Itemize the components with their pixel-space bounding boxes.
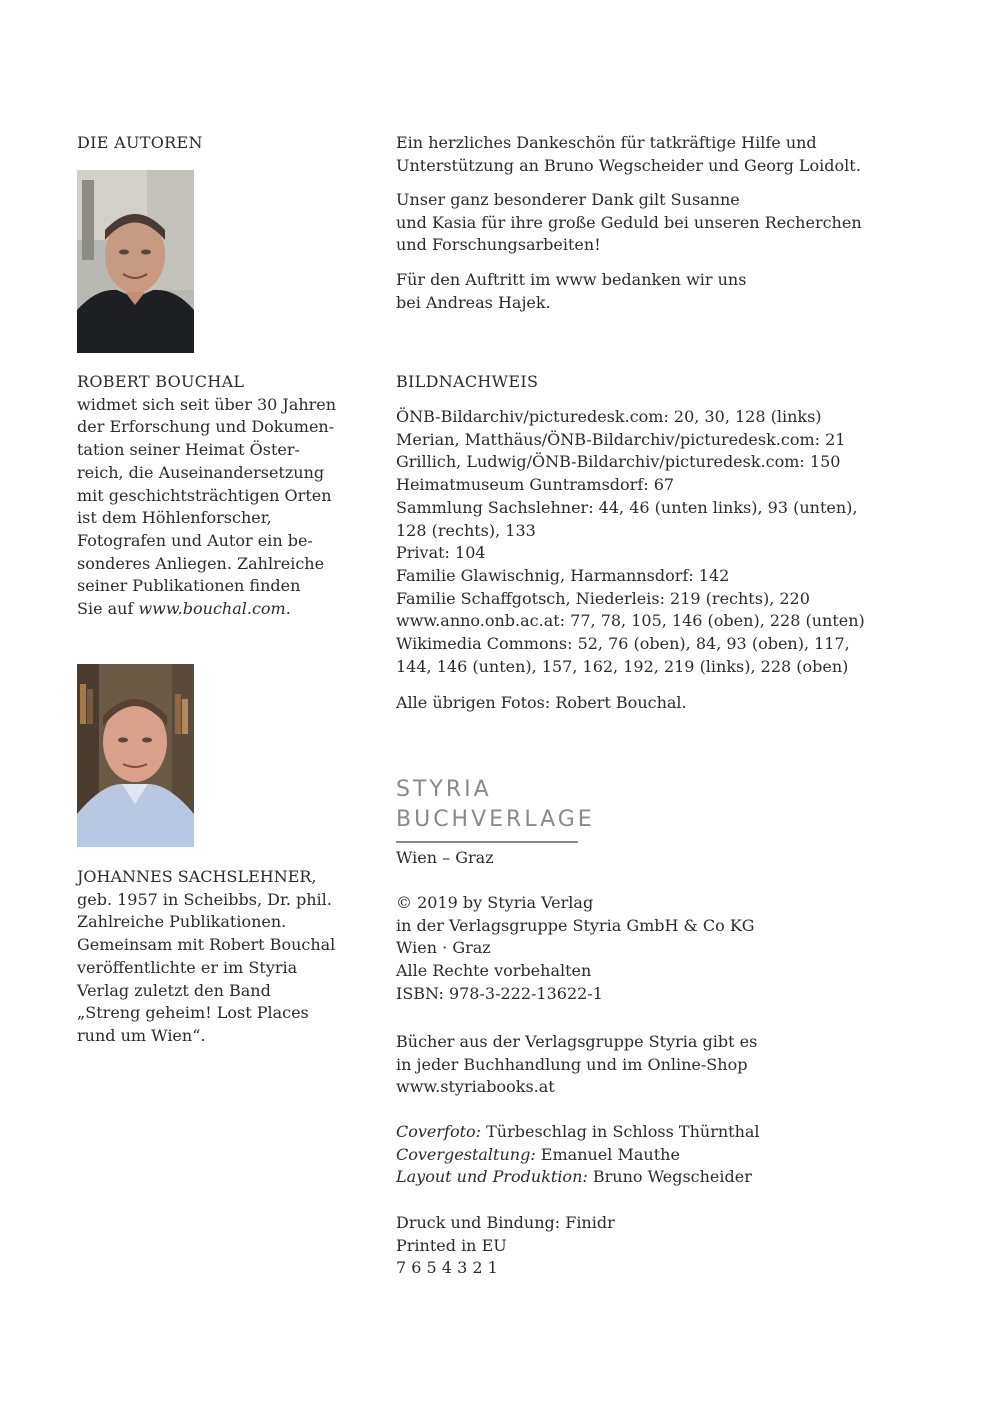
production-credits: Coverfoto: Türbeschlag in Schloss Thürnthal Covergestaltung: Emanuel Mauthe Layout und Produktion: Bruno Wegscheider <box>396 1122 760 1187</box>
print-info: Druck und Bindung: Finidr Printed in EU 7 6 5 4 3 2 1 <box>396 1212 615 1280</box>
credit-line: 144, 146 (unten), 157, 162, 192, 219 (links), 228 (oben) <box>396 656 849 676</box>
author-bio-robert-bouchal: ROBERT BOUCHAL widmet sich seit über 30 Jahren der Erforschung und Dokumen- tation seiner Heimat Öster- reich, die Auseinandersetzung mit geschichtsträchtigen Orten ist dem Höhlenforscher, Fotografen und Autor ein be- sonderes Anliegen. Zahlreiche seiner Publikationen finden Sie auf www.bouchal.com. <box>77 372 337 619</box>
acknowledgements: Ein herzliches Dankeschön für tatkräftige Hilfe und Unterstützung an Bruno Wegscheider und Georg Loidolt. <box>396 133 861 175</box>
credits-other: Alle übrigen Fotos: Robert Bouchal. <box>396 693 687 712</box>
credit-line: Grillich, Ludwig/ÖNB-Bildarchiv/picturedesk.com: 150 <box>396 452 841 472</box>
author-website-link[interactable]: www.bouchal.com <box>138 599 286 619</box>
credit-line: Familie Glawischnig, Harmannsdorf: 142 <box>396 565 730 585</box>
credit-line: ÖNB-Bildarchiv/picturedesk.com: 20, 30, 128 (links) <box>396 407 822 426</box>
acknowledgements-3: Für den Auftritt im www bedanken wir uns bei Andreas Hajek. <box>396 270 747 312</box>
authors-heading: DIE AUTOREN <box>77 133 203 152</box>
print-run-numbers: 7 6 5 4 3 2 1 <box>396 1258 498 1278</box>
logo-rule <box>396 841 578 843</box>
credit-line: 128 (rechts), 133 <box>396 520 536 540</box>
shop-info: Bücher aus der Verlagsgruppe Styria gibt es in jeder Buchhandlung und im Online-Shop www.styriabooks.at <box>396 1031 757 1099</box>
acknowledgements-2: Unser ganz besonderer Dank gilt Susanne und Kasia für ihre große Geduld bei unseren Recherchen und Forschungsarbeiten! <box>396 190 862 255</box>
author-bio-johannes-sachslehner: JOHANNES SACHSLEHNER, geb. 1957 in Scheibbs, Dr. phil. Zahlreiche Publikationen. Gemeinsam mit Robert Bouchal veröffentlichte er im Styria Verlag zuletzt den Band „Streng geheim! Lost Places rund um Wien“. <box>77 867 336 1045</box>
author-photo-robert-bouchal <box>77 170 194 353</box>
publisher-logo <box>396 775 595 843</box>
credit-line: Privat: 104 <box>396 543 486 563</box>
logo-line-1: STYRIA <box>396 777 492 802</box>
credit-line: Merian, Matthäus/ÖNB-Bildarchiv/picturedesk.com: 21 <box>396 429 846 449</box>
picture-credits-list <box>396 406 865 678</box>
credit-line: Sammlung Sachslehner: 44, 46 (unten links), 93 (unten), <box>396 497 858 517</box>
author-photo-johannes-sachslehner <box>77 664 194 847</box>
publisher-city: Wien – Graz <box>396 848 494 867</box>
copyright-block: © 2019 by Styria Verlag in der Verlagsgruppe Styria GmbH & Co KG Wien · Graz Alle Rechte vorbehalten ISBN: 978-3-222-13622-1 <box>396 893 755 1003</box>
credit-line: Wikimedia Commons: 52, 76 (oben), 84, 93 (oben), 117, <box>396 634 850 654</box>
credit-line: Familie Schaffgotsch, Niederleis: 219 (rechts), 220 <box>396 588 810 608</box>
author-name: ROBERT BOUCHAL <box>77 372 245 391</box>
logo-line-2: BUCHVERLAGE <box>396 807 595 832</box>
credit-line: www.anno.onb.ac.at: 77, 78, 105, 146 (oben), 228 (unten) <box>396 611 865 631</box>
publisher-website-link[interactable]: www.styriabooks.at <box>396 1077 555 1097</box>
credit-line: Heimatmuseum Guntramsdorf: 67 <box>396 475 675 495</box>
picture-credits-heading: BILDNACHWEIS <box>396 372 539 391</box>
